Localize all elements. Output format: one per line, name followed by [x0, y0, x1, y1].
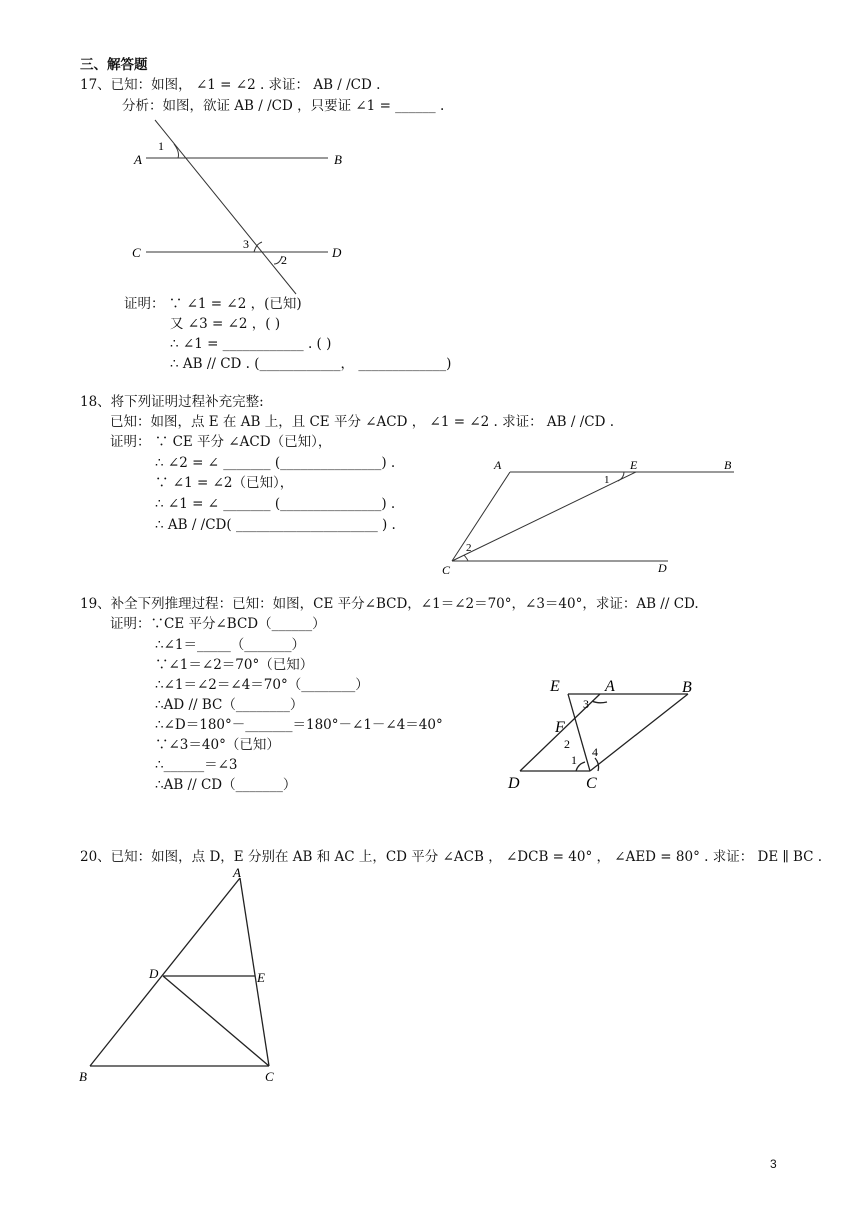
- q17-proof-line-1: 证明： ∵ ∠1 = ∠2 ，(已知): [124, 296, 302, 312]
- q19-label-d: D: [508, 775, 520, 792]
- q19-proof-line-4: ∴∠1＝∠2＝∠4＝70°（________）: [155, 677, 369, 693]
- q20-stem: 20、已知：如图，点 D，E 分别在 AB 和 AC 上，CD 平分 ∠ACB ， ∠DCB = 40° ， ∠AED = 80° . 求证： DE ∥ BC .: [80, 849, 823, 865]
- q18-figure: [436, 456, 746, 576]
- q19-label-3: 3: [583, 697, 589, 711]
- q20-label-b: B: [79, 1069, 87, 1084]
- q19-proof-line-1: 证明：∵CE 平分∠BCD（______）: [110, 616, 326, 632]
- q17-stem: 17、已知：如图， ∠1 = ∠2 . 求证： AB / /CD .: [80, 77, 381, 93]
- q18-label-a: A: [494, 458, 502, 472]
- q19-angle-1-arc: [576, 762, 585, 771]
- q17-label-a: A: [134, 152, 142, 167]
- q19-proof-line-8: ∴______＝∠3: [155, 757, 238, 773]
- q19-proof-line-7: ∵∠3＝40°（已知）: [155, 737, 280, 753]
- q17-proof-line-2: 又 ∠3 = ∠2 ，( ): [170, 316, 281, 332]
- q19-label-1: 1: [571, 753, 577, 767]
- q19-proof-line-3: ∵∠1＝∠2＝70°（已知）: [155, 657, 314, 673]
- q17-proof-line-3: ∴ ∠1 = ____________ . ( ): [170, 336, 332, 352]
- q19-label-b: B: [682, 679, 692, 696]
- q19-label-4: 4: [592, 745, 598, 759]
- q19-line-cb: [590, 694, 688, 771]
- q18-given: 已知：如图，点 E 在 AB 上，且 CE 平分 ∠ACD ， ∠1 = ∠2 . 求证： AB / /CD .: [110, 414, 614, 430]
- q18-proof-line-2: ∴ ∠2 = ∠ _______ (_______________) .: [155, 455, 396, 471]
- q19-label-c: C: [586, 775, 597, 792]
- q19-stem: 19、补全下列推理过程：已知：如图，CE 平分∠BCD，∠1＝∠2＝70°，∠3＝40°，求证：AB // CD.: [80, 596, 699, 612]
- q20-figure: [75, 866, 300, 1086]
- q19-label-a: A: [605, 678, 615, 695]
- q19-label-f: F: [555, 719, 565, 736]
- q18-label-c: C: [442, 563, 451, 576]
- q18-label-2: 2: [466, 542, 472, 554]
- q17-analysis: 分析：如图，欲证 AB / /CD ，只要证 ∠1 = ______ .: [122, 98, 445, 114]
- q18-label-d: D: [658, 561, 667, 575]
- q19-label-e: E: [550, 678, 560, 695]
- q19-proof-line-6: ∴∠D＝180°－_______＝180°－∠1－∠4＝40°: [155, 717, 443, 733]
- q18-angle-2-arc: [464, 555, 468, 561]
- q18-proof-line-3: ∵ ∠1 = ∠2（已知），: [155, 475, 294, 491]
- page-number: 3: [770, 1157, 777, 1171]
- q18-proof-line-1: 证明： ∵ CE 平分 ∠ACD（已知），: [110, 434, 332, 450]
- q17-label-2: 2: [281, 253, 287, 267]
- q20-label-e: E: [257, 970, 265, 985]
- q20-line-dc: [163, 976, 269, 1066]
- q20-label-a: A: [233, 866, 241, 880]
- q18-label-e: E: [630, 458, 638, 472]
- q17-label-d: D: [332, 245, 342, 260]
- q17-transversal: [155, 120, 296, 294]
- q20-line-ab: [90, 878, 240, 1066]
- q17-label-c: C: [132, 245, 141, 260]
- q20-label-d: D: [149, 966, 159, 981]
- q18-proof-line-5: ∴ AB / /CD( _____________________ ) .: [155, 517, 396, 533]
- q18-stem: 18、将下列证明过程补充完整:: [80, 394, 264, 410]
- q17-proof-line-4: ∴ AB // CD . (____________， _____________): [170, 356, 452, 372]
- q18-line-ca: [452, 472, 510, 561]
- q17-figure: [128, 114, 368, 299]
- q17-label-1: 1: [158, 139, 164, 153]
- q19-proof-line-9: ∴AB // CD（_______）: [155, 777, 297, 793]
- q19-angle-4-arc: [595, 758, 599, 771]
- q19-proof-line-2: ∴∠1＝_____（_______）: [155, 637, 305, 653]
- section-title: 三、解答题: [80, 57, 148, 73]
- q19-label-2: 2: [564, 737, 570, 751]
- q18-proof-line-4: ∴ ∠1 = ∠ _______ (_______________) .: [155, 496, 396, 512]
- q17-label-b: B: [334, 152, 342, 167]
- q17-label-3: 3: [243, 237, 249, 251]
- q19-proof-line-5: ∴AD // BC（________）: [155, 697, 304, 713]
- q18-label-1: 1: [604, 474, 610, 486]
- q20-label-c: C: [265, 1069, 274, 1084]
- q19-figure: [500, 672, 715, 797]
- q18-angle-1-arc: [618, 472, 624, 481]
- q18-label-b: B: [724, 458, 732, 472]
- q19-angle-3-arc: [592, 701, 607, 703]
